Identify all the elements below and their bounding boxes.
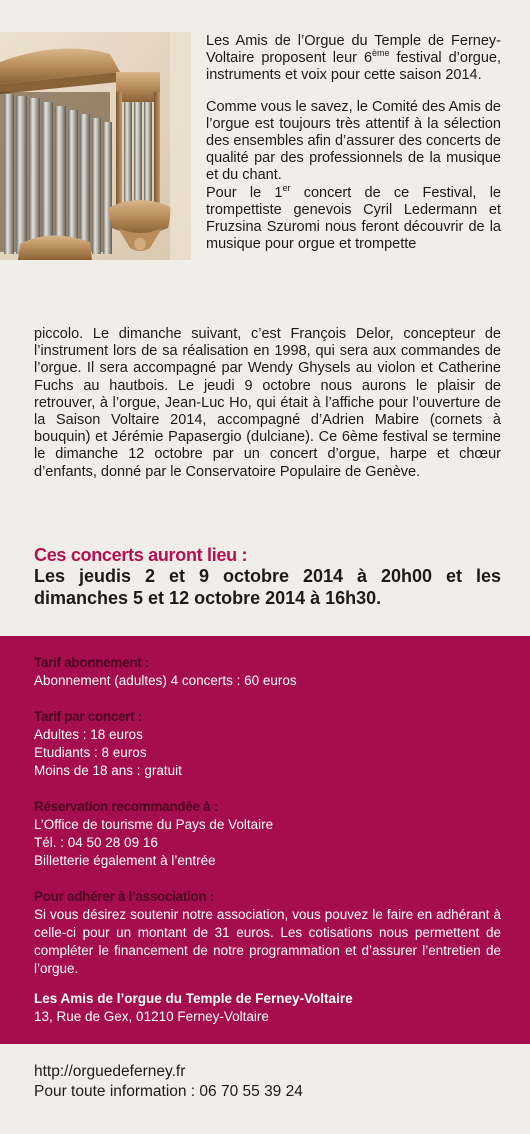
website-link[interactable]: http://orguedeferney.fr: [34, 1063, 186, 1080]
reservation-line: L’Office de tourisme du Pays de Voltaire: [34, 817, 274, 832]
organization-name: Les Amis de l’orgue du Temple de Ferney-Voltaire: [34, 991, 353, 1006]
concerts-heading: Ces concerts auront lieu :: [34, 545, 248, 565]
membership-title: Pour adhérer à l’association :: [34, 889, 215, 904]
per-concert-section: [34, 708, 501, 780]
price-line: Moins de 18 ans : gratuit: [34, 763, 182, 778]
reservation-title: Réservation recommandée à :: [34, 799, 218, 814]
reservation-section: [34, 798, 501, 870]
subscription-title: Tarif abonnement :: [34, 655, 150, 670]
superscript: er: [282, 182, 291, 193]
pricing-band: [0, 636, 530, 1044]
membership-section: [34, 888, 501, 978]
price-line: Etudiants : 8 euros: [34, 745, 147, 760]
per-concert-title: Tarif par concert :: [34, 709, 143, 724]
reservation-phone: Tél. : 04 50 28 09 16: [34, 835, 158, 850]
intro-paragraph-3: Pour le 1er concert de ce Festival, le trompettiste genevois Cyril Ledermann et Fruzsina Szuromi nous feront découvrir de la musique pour orgue et trompette: [206, 182, 501, 253]
intro-text: [206, 33, 501, 253]
subscription-section: [34, 654, 501, 690]
festival-details-text: piccolo. Le dimanche suivant, c’est François Delor, concepteur de l’instrument lors de sa réalisation en 1998, qui sera aux commandes de l’orgue. Il sera accompagné par Wendy Ghysels au violon et Catherine Fuchs au hautbois. Le jeudi 9 octobre nous aurons le plaisir de retrouver, à l’orgue, Jean-Luc Ho, qui était à l’affiche pour l’ouverture de la Saison Voltaire 2014, accompagné d’Adrien Mabire (cornets à bouquin) et Jérémie Papasergio (dulciane). Ce 6ème festival se termine le dimanche 12 octobre par un concert d’orgue, harpe et chœur d’enfants, donné par le Conservatoire Populaire de Genève.: [34, 326, 501, 480]
price-line: Adultes : 18 euros: [34, 727, 143, 742]
phone-info: Pour toute information : 06 70 55 39 24: [34, 1083, 303, 1100]
organization-section: [34, 990, 501, 1026]
membership-text: Si vous désirez soutenir notre association, vous pouvez le faire en adhérant à celle-ci pour un montant de 31 euros. Les cotisations nous permettent de compléter le financement de notre programmation et d’assurer l’entretien de l’orgue.: [34, 907, 501, 976]
intro-paragraph-2: Comme vous le savez, le Comité des Amis de l’orgue est toujours très attentif à la sélection des ensembles afin d’assurer des concerts de qualité par des professionnels de la musique et du chant.: [206, 98, 501, 184]
concerts-dates: Les jeudis 2 et 9 octobre 2014 à 20h00 et les dimanches 5 et 12 octobre 2014 à 16h30.: [34, 566, 501, 608]
organization-address: 13, Rue de Gex, 01210 Ferney-Voltaire: [34, 1009, 269, 1024]
organ-photo: [0, 32, 191, 260]
contact-section: [34, 1062, 501, 1102]
subscription-line: Abonnement (adultes) 4 concerts : 60 euros: [34, 673, 297, 688]
superscript: ème: [372, 48, 390, 59]
reservation-line: Billetterie également à l’entrée: [34, 853, 216, 868]
intro-paragraph-1: Les Amis de l’Orgue du Temple de Ferney-Voltaire proposent leur 6ème festival d’orgue, instruments et voix pour cette saison 2014.: [206, 33, 501, 84]
